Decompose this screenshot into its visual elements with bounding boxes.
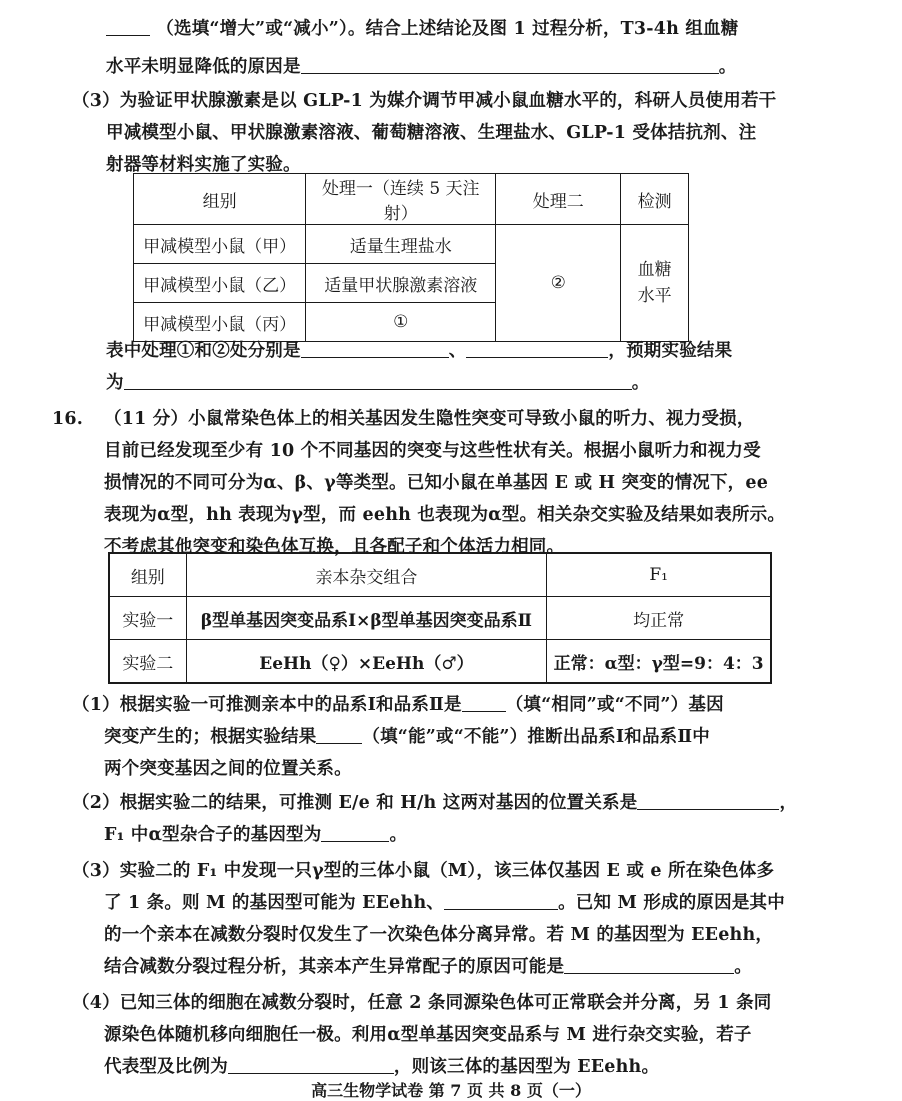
table-header: F₁ bbox=[547, 553, 771, 597]
q15-part3-line-1: （3）为验证甲状腺激素是以 GLP-1 为媒介调节甲减小鼠血糖水平的，科研人员使用若干 bbox=[72, 91, 777, 111]
q16-line-1: （11 分）小鼠常染色体上的相关基因发生隐性突变可导致小鼠的听力、视力受损， bbox=[104, 409, 755, 429]
table-header: 亲本杂交组合 bbox=[186, 553, 547, 597]
q15-answer-line-1: 表中处理①和②处分别是 、 ，预期实验结果 bbox=[106, 341, 733, 361]
table-cell: 甲减模型小鼠（丙） bbox=[134, 303, 306, 342]
answer-blank[interactable] bbox=[466, 339, 608, 358]
table-cell: β型单基因突变品系Ⅰ×β型单基因突变品系Ⅱ bbox=[186, 597, 547, 640]
table-cell: ① bbox=[306, 303, 496, 342]
table-cell-detection: 血糖水平 bbox=[621, 225, 689, 342]
q16-line-2: 目前已经发现至少有 10 个不同基因的突变与这些性状有关。根据小鼠听力和视力受 bbox=[104, 441, 761, 461]
table-header: 组别 bbox=[109, 553, 186, 597]
q15-part3-line-3: 射器等材料实施了实验。 bbox=[106, 155, 301, 175]
table-cell: 甲减模型小鼠（乙） bbox=[134, 264, 306, 303]
page-footer: 高三生物学试卷 第 7 页 共 8 页（一） bbox=[311, 1081, 591, 1100]
answer-blank[interactable] bbox=[301, 55, 719, 74]
table-header: 处理二 bbox=[496, 174, 621, 225]
q16-number: 16. bbox=[52, 409, 84, 429]
q16-part3-line-4: 结合减数分裂过程分析，其亲本产生异常配子的原因可能是 。 bbox=[104, 957, 752, 977]
table-cell: 甲减模型小鼠（甲） bbox=[134, 225, 306, 264]
table-cell: 适量生理盐水 bbox=[306, 225, 496, 264]
q16-part1-line-2: 突变产生的；根据实验结果 （填“能”或“不能”）推断出品系Ⅰ和品系Ⅱ中 bbox=[104, 727, 711, 747]
answer-blank[interactable] bbox=[444, 891, 558, 910]
table-cell-treatment2: ② bbox=[496, 225, 621, 342]
q16-line-4: 表现为α型，hh 表现为γ型，而 eehh 也表现为α型。相关杂交实验及结果如表所示。 bbox=[104, 505, 786, 525]
q16-part2-line-2: F₁ 中α型杂合子的基因型为 。 bbox=[104, 825, 408, 845]
table-cell: 适量甲状腺激素溶液 bbox=[306, 264, 496, 303]
q16-part4-line-2: 源染色体随机移向细胞任一极。利用α型单基因突变品系与 M 进行杂交实验，若子 bbox=[104, 1025, 752, 1045]
q16-line-5: 不考虑其他突变和染色体互换，且各配子和个体活力相同。 bbox=[104, 537, 565, 557]
table-row bbox=[134, 225, 689, 264]
q16-part1-line-3: 两个突变基因之间的位置关系。 bbox=[104, 759, 352, 779]
answer-blank[interactable] bbox=[564, 955, 734, 974]
answer-blank[interactable] bbox=[124, 371, 632, 390]
q16-part3-line-2: 了 1 条。则 M 的基因型可能为 EEehh、 。已知 M 形成的原因是其中 bbox=[104, 893, 785, 913]
table-cell: 实验二 bbox=[109, 640, 186, 684]
table-row bbox=[109, 640, 771, 684]
q16-line-3: 损情况的不同可分为α、β、γ等类型。已知小鼠在单基因 E 或 H 突变的情况下，ee bbox=[104, 473, 769, 493]
table-row bbox=[109, 597, 771, 640]
q16-part4-line-3: 代表型及比例为 ，则该三体的基因型为 EEehh。 bbox=[104, 1057, 660, 1077]
answer-blank[interactable] bbox=[228, 1055, 394, 1074]
answer-blank[interactable] bbox=[321, 823, 389, 842]
answer-blank[interactable] bbox=[462, 693, 506, 712]
table-cell: EeHh（♀）×EeHh（♂） bbox=[186, 640, 547, 684]
q15-part3-line-2: 甲减模型小鼠、甲状腺激素溶液、葡萄糖溶液、生理盐水、GLP-1 受体拮抗剂、注 bbox=[106, 123, 757, 143]
q16-part3-line-3: 的一个亲本在减数分裂时仅发生了一次染色体分离异常。若 M 的基因型为 EEehh， bbox=[104, 925, 774, 945]
table-header-row bbox=[109, 553, 771, 597]
q16-part3-line-1: （3）实验二的 F₁ 中发现一只γ型的三体小鼠（M），该三体仅基因 E 或 e 所在染色体多 bbox=[72, 861, 775, 881]
q16-part4-line-1: （4）已知三体的细胞在减数分裂时，任意 2 条同源染色体可正常联会并分离，另 1 条同 bbox=[72, 993, 772, 1013]
answer-blank[interactable] bbox=[301, 339, 449, 358]
table-header: 检测 bbox=[621, 174, 689, 225]
answer-blank[interactable] bbox=[637, 791, 779, 810]
q16-part1-line-1: （1）根据实验一可推测亲本中的品系Ⅰ和品系Ⅱ是 （填“相同”或“不同”）基因 bbox=[72, 695, 724, 715]
q15-answer-line-2: 为 。 bbox=[106, 373, 650, 393]
q15-line-2: 水平未明显降低的原因是 。 bbox=[106, 57, 737, 77]
table-header: 处理一（连续 5 天注射） bbox=[306, 174, 496, 225]
table-cell: 均正常 bbox=[547, 597, 771, 640]
table-header: 组别 bbox=[134, 174, 306, 225]
q15-experiment-table bbox=[133, 173, 689, 342]
q16-cross-table bbox=[108, 552, 772, 684]
table-cell: 正常：α型：γ型=9：4：3 bbox=[547, 640, 771, 684]
q16-part2-line-1: （2）根据实验二的结果，可推测 E/e 和 H/h 这两对基因的位置关系是 ， bbox=[72, 793, 798, 813]
table-cell: 实验一 bbox=[109, 597, 186, 640]
answer-blank[interactable] bbox=[106, 17, 150, 36]
table-header-row bbox=[134, 174, 689, 225]
answer-blank[interactable] bbox=[316, 725, 362, 744]
q15-line-1: （选填“增大”或“减小”）。结合上述结论及图 1 过程分析，T3-4h 组血糖 bbox=[106, 14, 738, 44]
